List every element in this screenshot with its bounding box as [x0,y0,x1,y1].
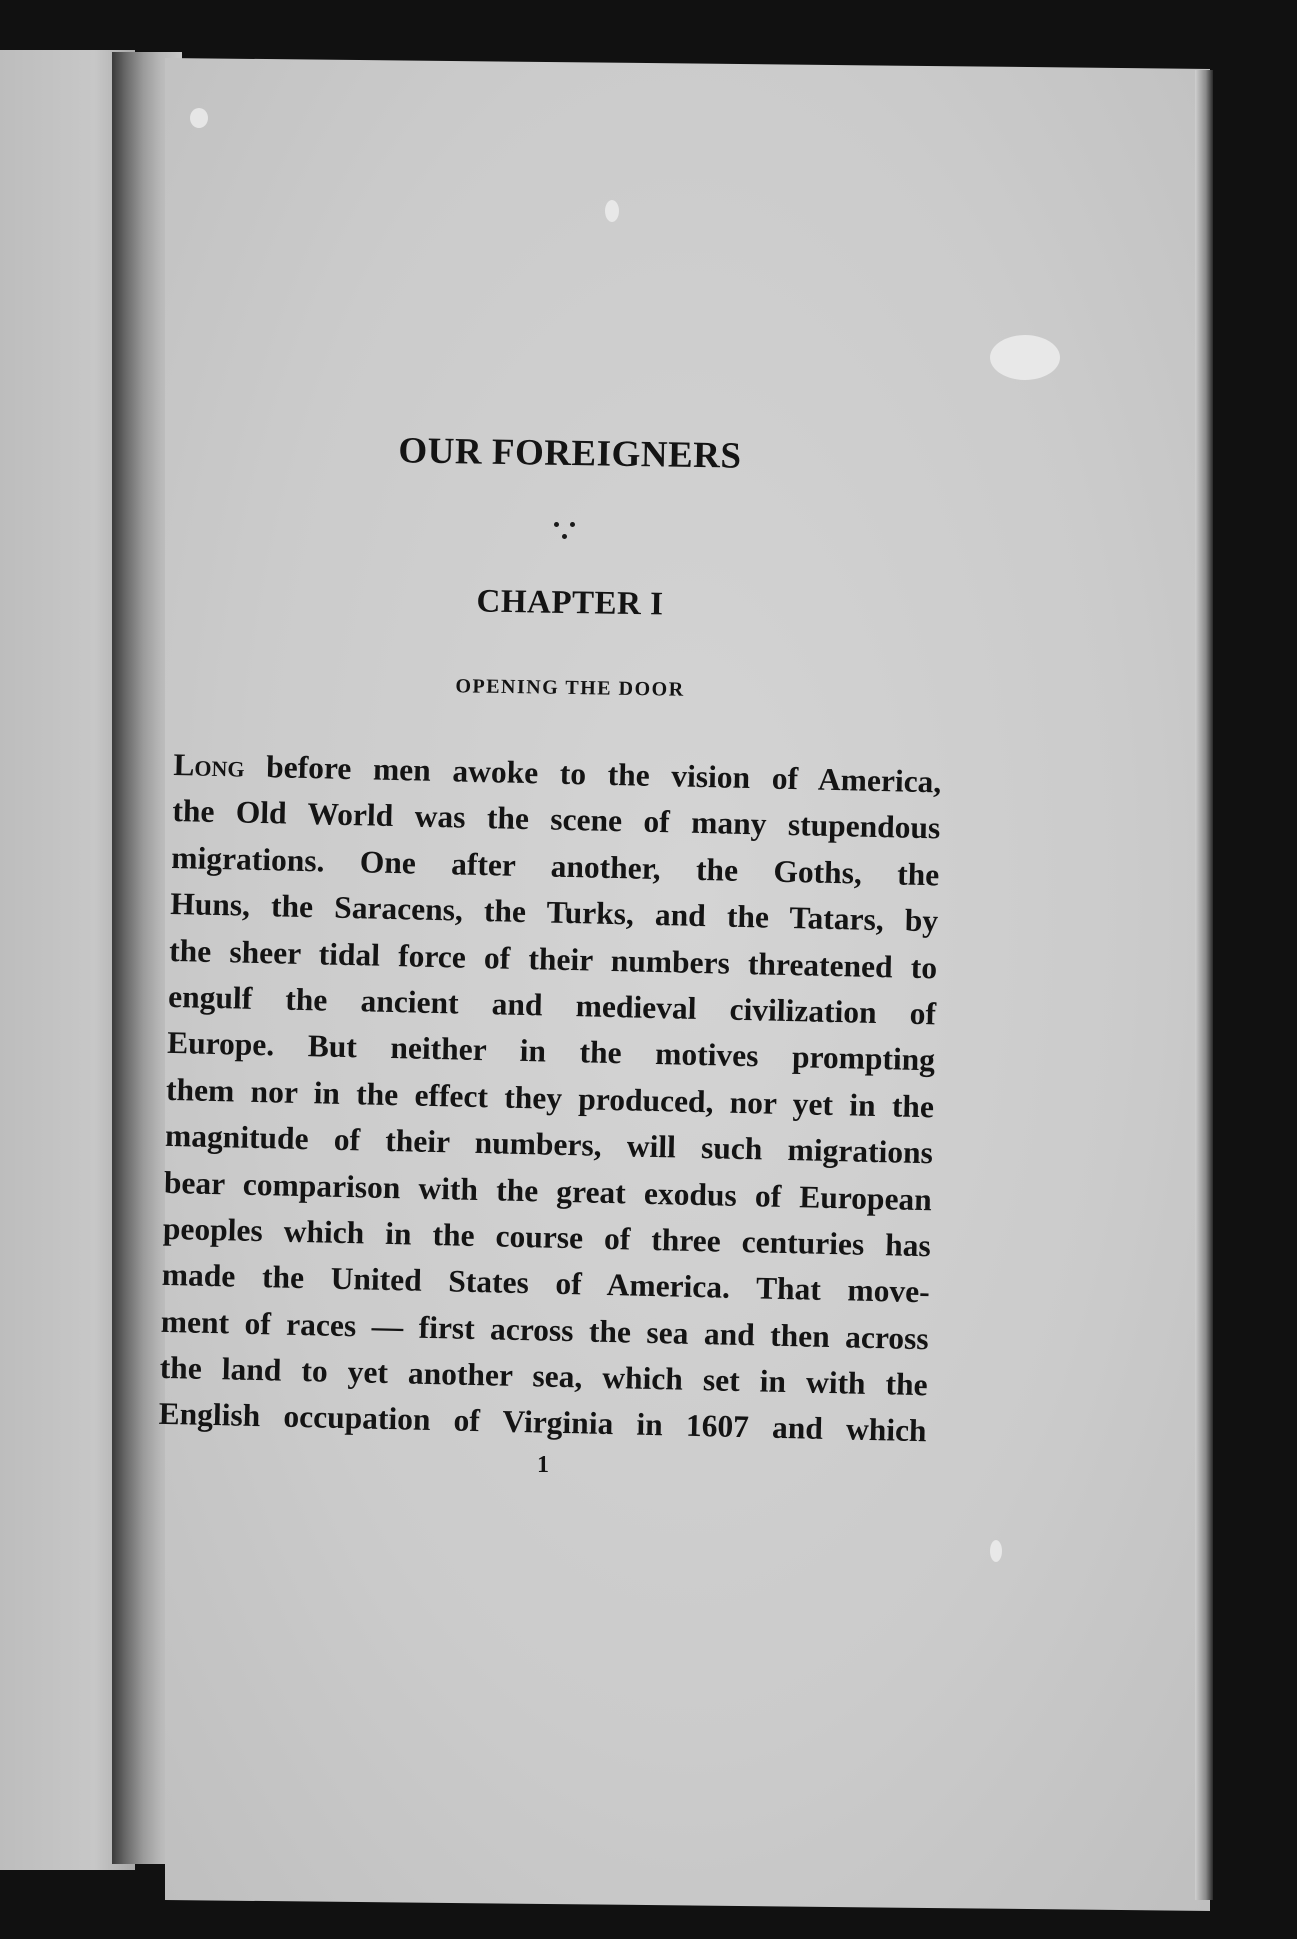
text-line: them nor in the effect they produced, nor yet in the [165,1071,935,1125]
text-line: Long before men awoke to the vision of America, [173,746,942,800]
text-line: the sheer tidal force of their numbers threatened to [168,932,938,985]
text-line: bear comparison with the great exodus of European [163,1164,933,1217]
chapter-heading: CHAPTER I [476,583,664,623]
text-line: made the United States of America. That move- [161,1257,931,1310]
text-line: peoples which in the course of three centuries has [162,1210,932,1264]
text-line: migrations. One after another, the Goths, the [170,839,940,893]
drop-word: Long [173,746,245,784]
text-line: the Old World was the scene of many stupendous [172,793,941,846]
body-paragraph [158,742,942,1455]
page-number: 1 [537,1452,549,1478]
ornament-dots [548,512,588,552]
text-line: English occupation of Virginia in 1607 and which [158,1396,927,1449]
text-line: Huns, the Saracens, the Turks, and the Tatars, by [169,886,939,939]
text-line: engulf the ancient and medieval civilization of [167,978,937,1032]
book-title: OUR FOREIGNERS [398,430,742,477]
text-line: Europe. But neither in the motives prompting [166,1025,936,1078]
text-line: ment of races — first across the sea and then across [160,1303,930,1356]
text-line: magnitude of their numbers, will such migrations [164,1118,934,1171]
chapter-title: OPENING THE DOOR [455,675,685,701]
text-line: the land to yet another sea, which set in with the [159,1349,929,1403]
